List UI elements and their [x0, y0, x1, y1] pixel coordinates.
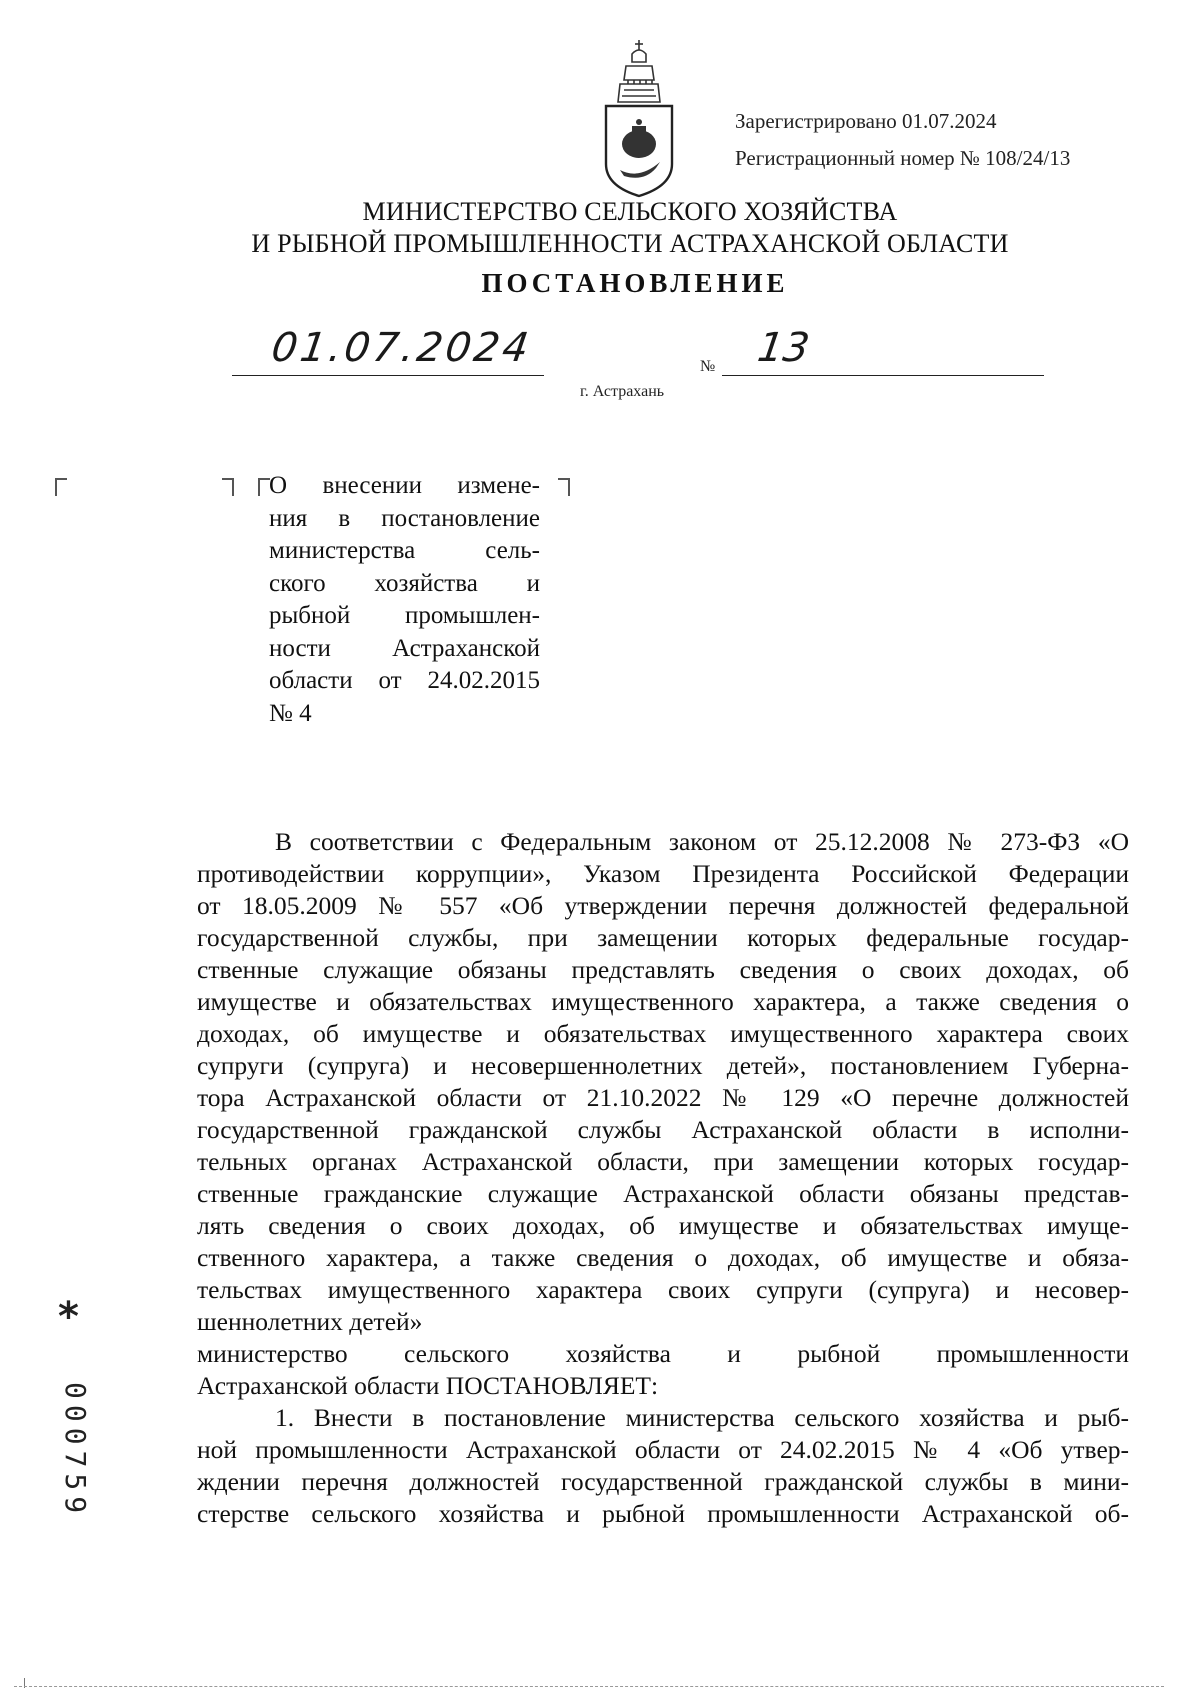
- corner-mark: [222, 478, 234, 496]
- body-line: ственного характера, а также сведения о доходах, об имуществе и обяза-: [197, 1243, 1129, 1272]
- body-line: супруги (супруга) и несовершеннолетних детей», постановлением Губерна-: [197, 1051, 1129, 1080]
- body-line: лять сведения о своих доходах, об имуществе и обязательствах имуще-: [197, 1211, 1129, 1240]
- corner-mark: [55, 478, 67, 496]
- subject-line: О внесении измене-: [269, 472, 540, 499]
- ministry-name: [240, 196, 1020, 260]
- registration-stamp: [735, 103, 1155, 177]
- margin-star-mark: *: [58, 1294, 79, 1340]
- subject-line: ния в постановление: [269, 504, 540, 532]
- subject-line: № 4: [269, 699, 312, 727]
- subject-line: министерства сель-: [269, 537, 540, 564]
- subject-line: ности Астраханской: [269, 634, 540, 662]
- body-line: 1. Внести в постановление министерства сельского хозяйства и рыб-: [275, 1403, 1129, 1432]
- body-line: имуществе и обязательствах имущественного характера, а также сведения о: [197, 987, 1129, 1016]
- handwritten-number: 13: [754, 325, 813, 371]
- body-line: от 18.05.2009 № 557 «Об утверждении перечня должностей федеральной: [197, 891, 1129, 920]
- body-line: ственные служащие обязаны представлять сведения о своих доходах, об: [197, 955, 1129, 984]
- body-line: тельных органах Астраханской области, при замещении которых государ-: [197, 1147, 1129, 1176]
- body-line: ждении перечня должностей государственной гражданской службы в мини-: [197, 1467, 1129, 1496]
- body-line: ной промышленности Астраханской области от 24.02.2015 № 4 «Об утвер-: [197, 1435, 1129, 1464]
- number-underline: [722, 375, 1044, 376]
- body-line: В соответствии с Федеральным законом от 25.12.2008 № 273-ФЗ «О: [275, 827, 1129, 856]
- body-line: шеннолетних детей»: [197, 1307, 423, 1336]
- body-line: государственной гражданской службы Астраханской области в исполни-: [197, 1115, 1129, 1144]
- registration-number: Регистрационный номер № 108/24/13: [735, 146, 1071, 170]
- number-label: №: [700, 358, 716, 375]
- corner-mark: [558, 478, 570, 496]
- city-label: г. Астрахань: [580, 383, 665, 400]
- ministry-name-line2: И РЫБНОЙ ПРОМЫШЛЕННОСТИ АСТРАХАНСКОЙ ОБЛАСТИ: [251, 229, 1009, 258]
- body-line: доходах, об имуществе и обязательствах имущественного характера своих: [197, 1019, 1129, 1048]
- body-line: государственной службы, при замещении которых федеральные государ-: [197, 923, 1129, 952]
- body-line: тельствах имущественного характера своих супруги (супруга) и несовер-: [197, 1275, 1129, 1304]
- body-line: противодействии коррупции», Указом Президента Российской Федерации: [197, 859, 1129, 888]
- subject-line: области от 24.02.2015: [269, 667, 540, 694]
- body-line: стерстве сельского хозяйства и рыбной промышленности Астраханской об-: [197, 1499, 1129, 1528]
- handwritten-date: 01.07.2024: [268, 325, 535, 371]
- date-underline: [232, 375, 544, 376]
- coat-of-arms-emblem: [598, 36, 680, 206]
- document-subject: [269, 470, 540, 730]
- document-type-heading: ПОСТАНОВЛЕНИЕ: [481, 268, 789, 298]
- subject-line: ского хозяйства и: [269, 569, 540, 597]
- subject-line: рыбной промышлен-: [269, 602, 540, 629]
- ministry-name-line1: МИНИСТЕРСТВО СЕЛЬСКОГО ХОЗЯЙСТВА: [362, 197, 898, 226]
- registration-date: Зарегистрировано 01.07.2024: [735, 109, 997, 133]
- body-line: ственные гражданские служащие Астраханской области обязаны представ-: [197, 1179, 1129, 1208]
- body-line: Астраханской области ПОСТАНОВЛЯЕТ:: [197, 1371, 659, 1400]
- scan-edge-line: [14, 1686, 1164, 1687]
- body-line: министерство сельского хозяйства и рыбной промышленности: [197, 1339, 1129, 1368]
- document-body: [197, 826, 1129, 1530]
- margin-stamp-number: 000759: [59, 1382, 92, 1520]
- body-line: тора Астраханской области от 21.10.2022 № 129 «О перечне должностей: [197, 1083, 1129, 1112]
